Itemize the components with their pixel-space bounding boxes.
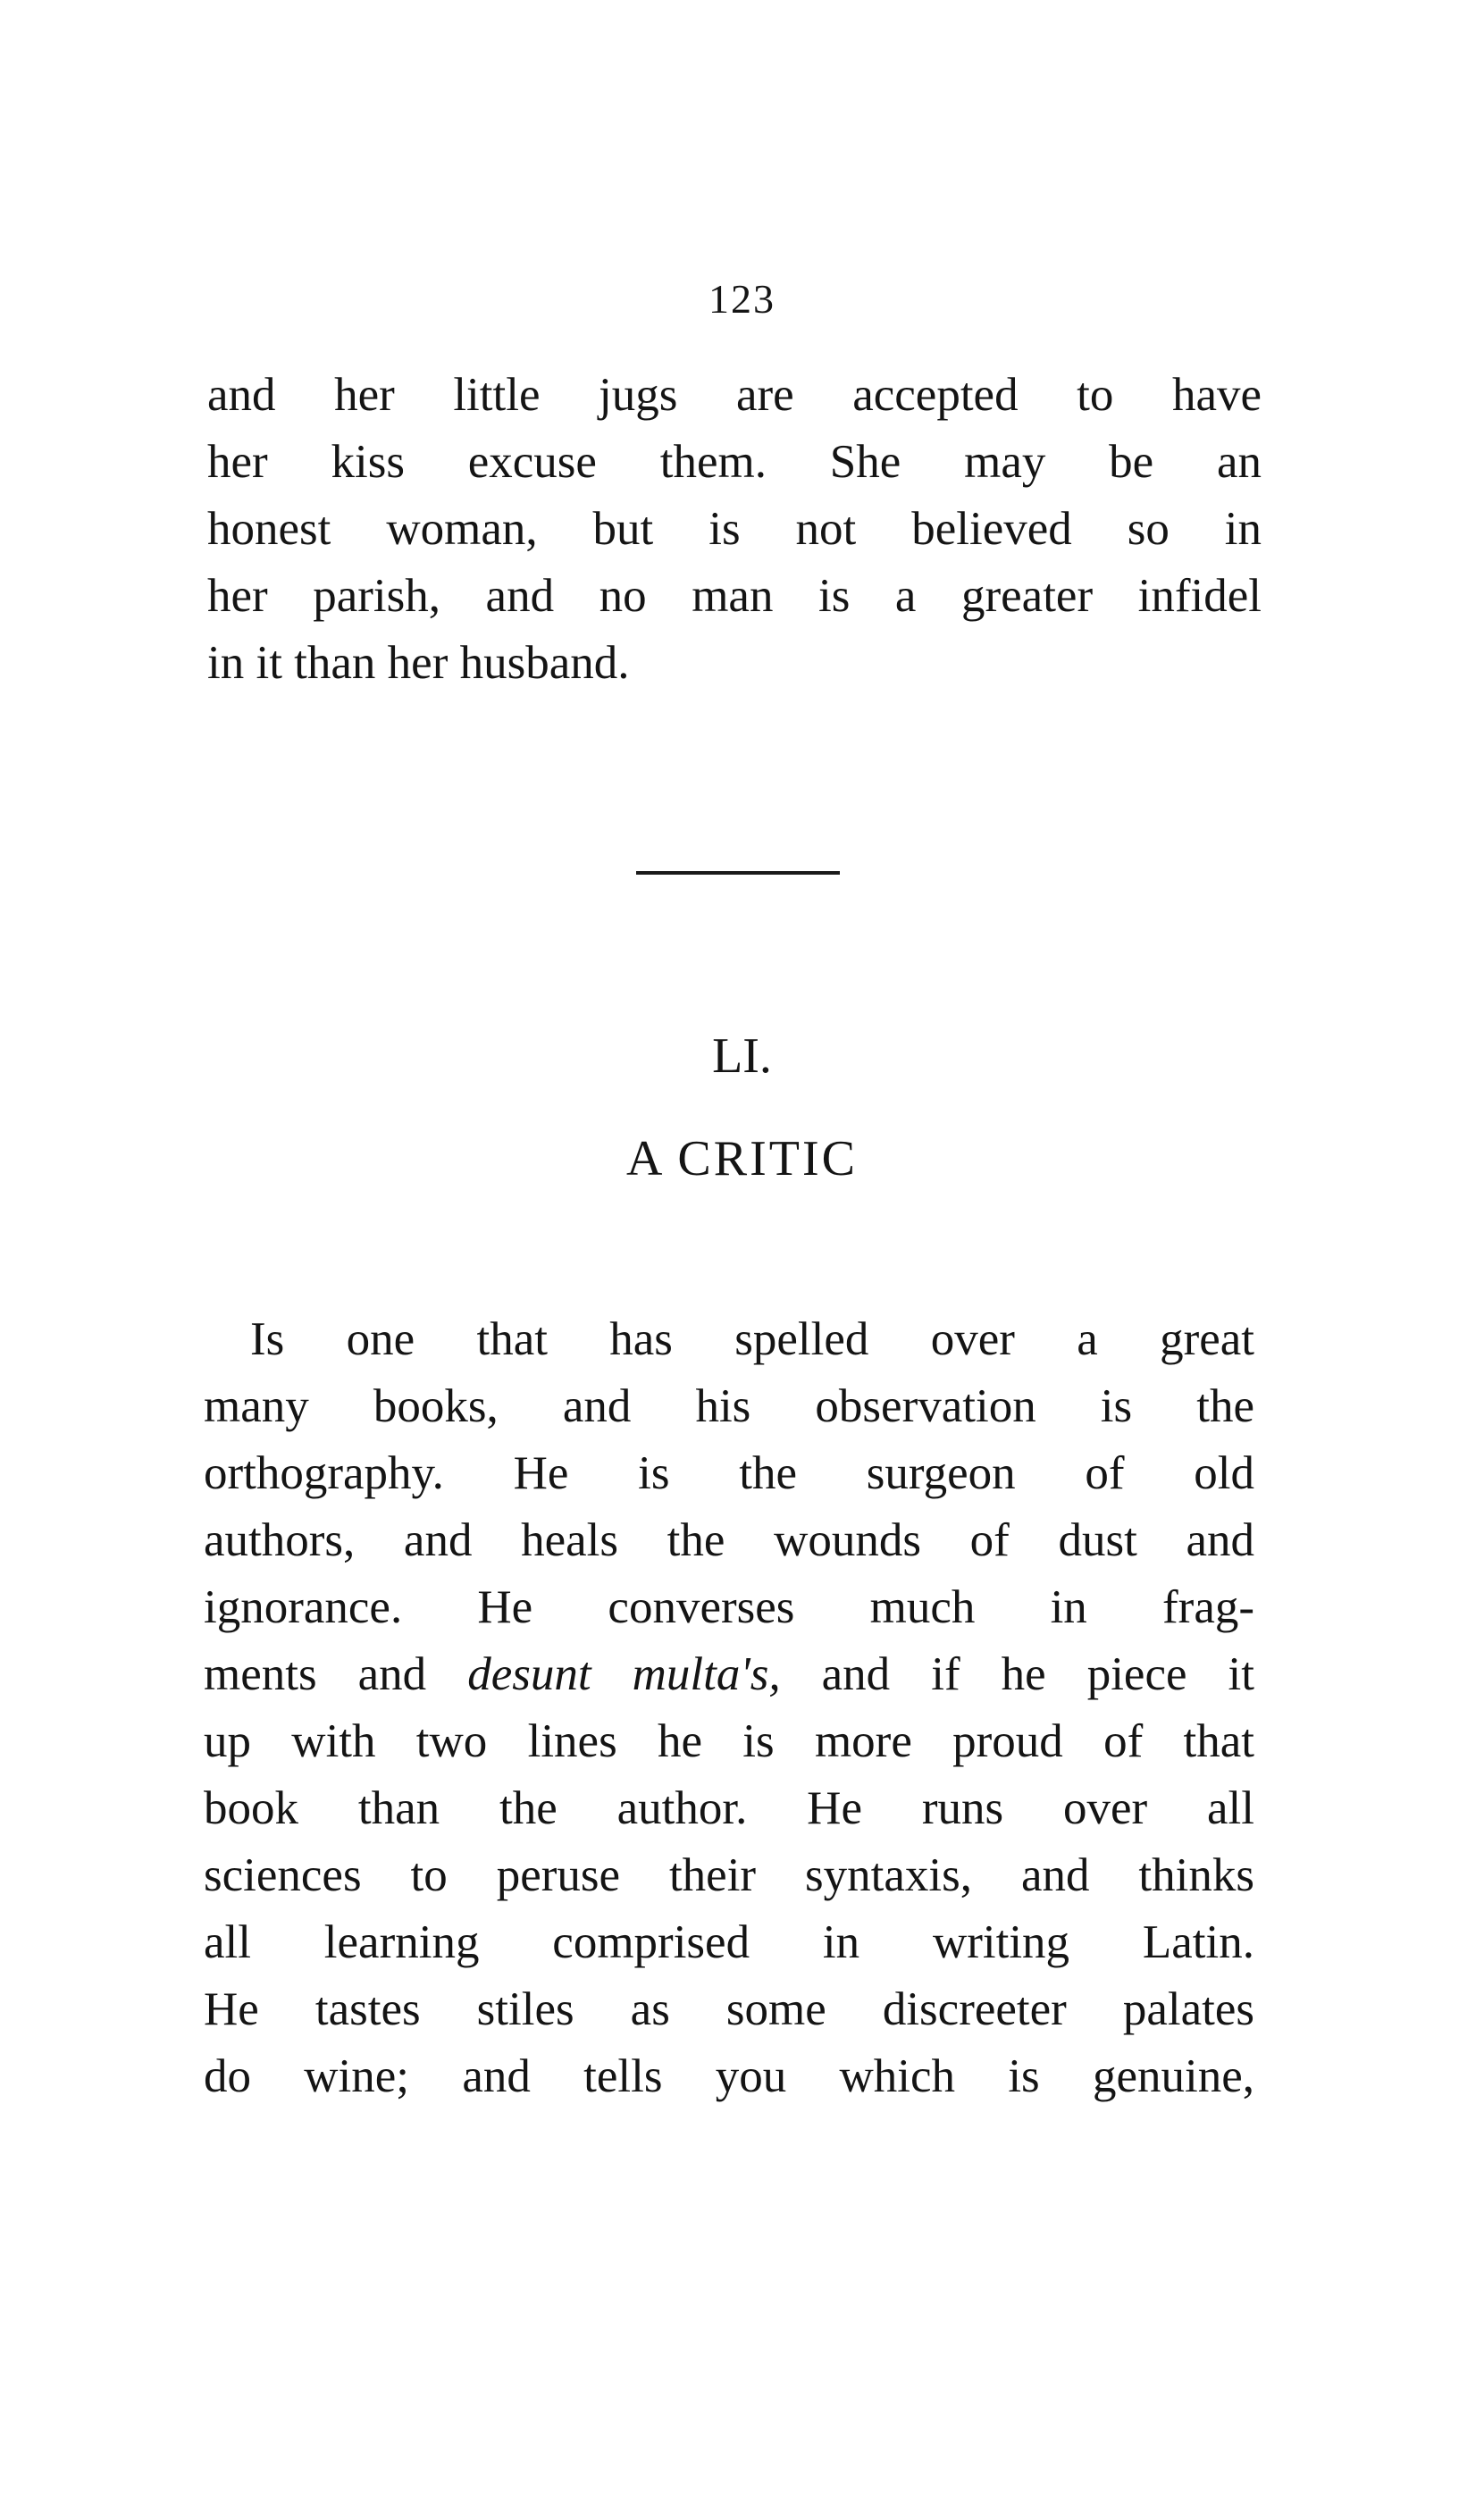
text-line: in it than her husband.: [207, 637, 630, 689]
text-line: authors, and heals the wounds of dust and: [204, 1514, 1254, 1566]
continuation-paragraph: [207, 362, 1262, 697]
section-divider: [636, 871, 840, 875]
text-line: He tastes stiles as some discreeter palates: [204, 1983, 1254, 2035]
text-line: do wine; and tells you which is genuine,: [204, 2050, 1254, 2102]
text-line: book than the author. He runs over all: [204, 1782, 1254, 1834]
section-title: A CRITIC: [626, 1131, 858, 1186]
page-number: 123: [708, 276, 776, 322]
section-numeral: LI.: [712, 1028, 772, 1084]
text-line: up with two lines he is more proud of that: [204, 1715, 1254, 1767]
text-line: all learning comprised in writing Latin.: [204, 1916, 1254, 1968]
text-line: Is one that has spelled over a great: [250, 1313, 1254, 1365]
line-text-before: ments and: [204, 1648, 468, 1700]
section-paragraph: [204, 1306, 1254, 2110]
line-text-after: and if he piece it: [780, 1648, 1255, 1700]
text-line: her kiss excuse them. She may be an: [207, 436, 1262, 488]
text-line: orthography. He is the surgeon of old: [204, 1447, 1254, 1499]
text-line: her parish, and no man is a greater infidel: [207, 570, 1262, 622]
latin-phrase: desunt multa's,: [467, 1648, 781, 1700]
text-line: ignorance. He converses much in frag-: [204, 1581, 1254, 1633]
text-line: honest woman, but is not believed so in: [207, 503, 1262, 555]
text-line: sciences to peruse their syntaxis, and thinks: [204, 1849, 1254, 1901]
text-line: many books, and his observation is the: [204, 1380, 1254, 1432]
text-line-with-italic: [204, 1641, 1254, 1708]
text-line: and her little jugs are accepted to have: [207, 369, 1262, 421]
